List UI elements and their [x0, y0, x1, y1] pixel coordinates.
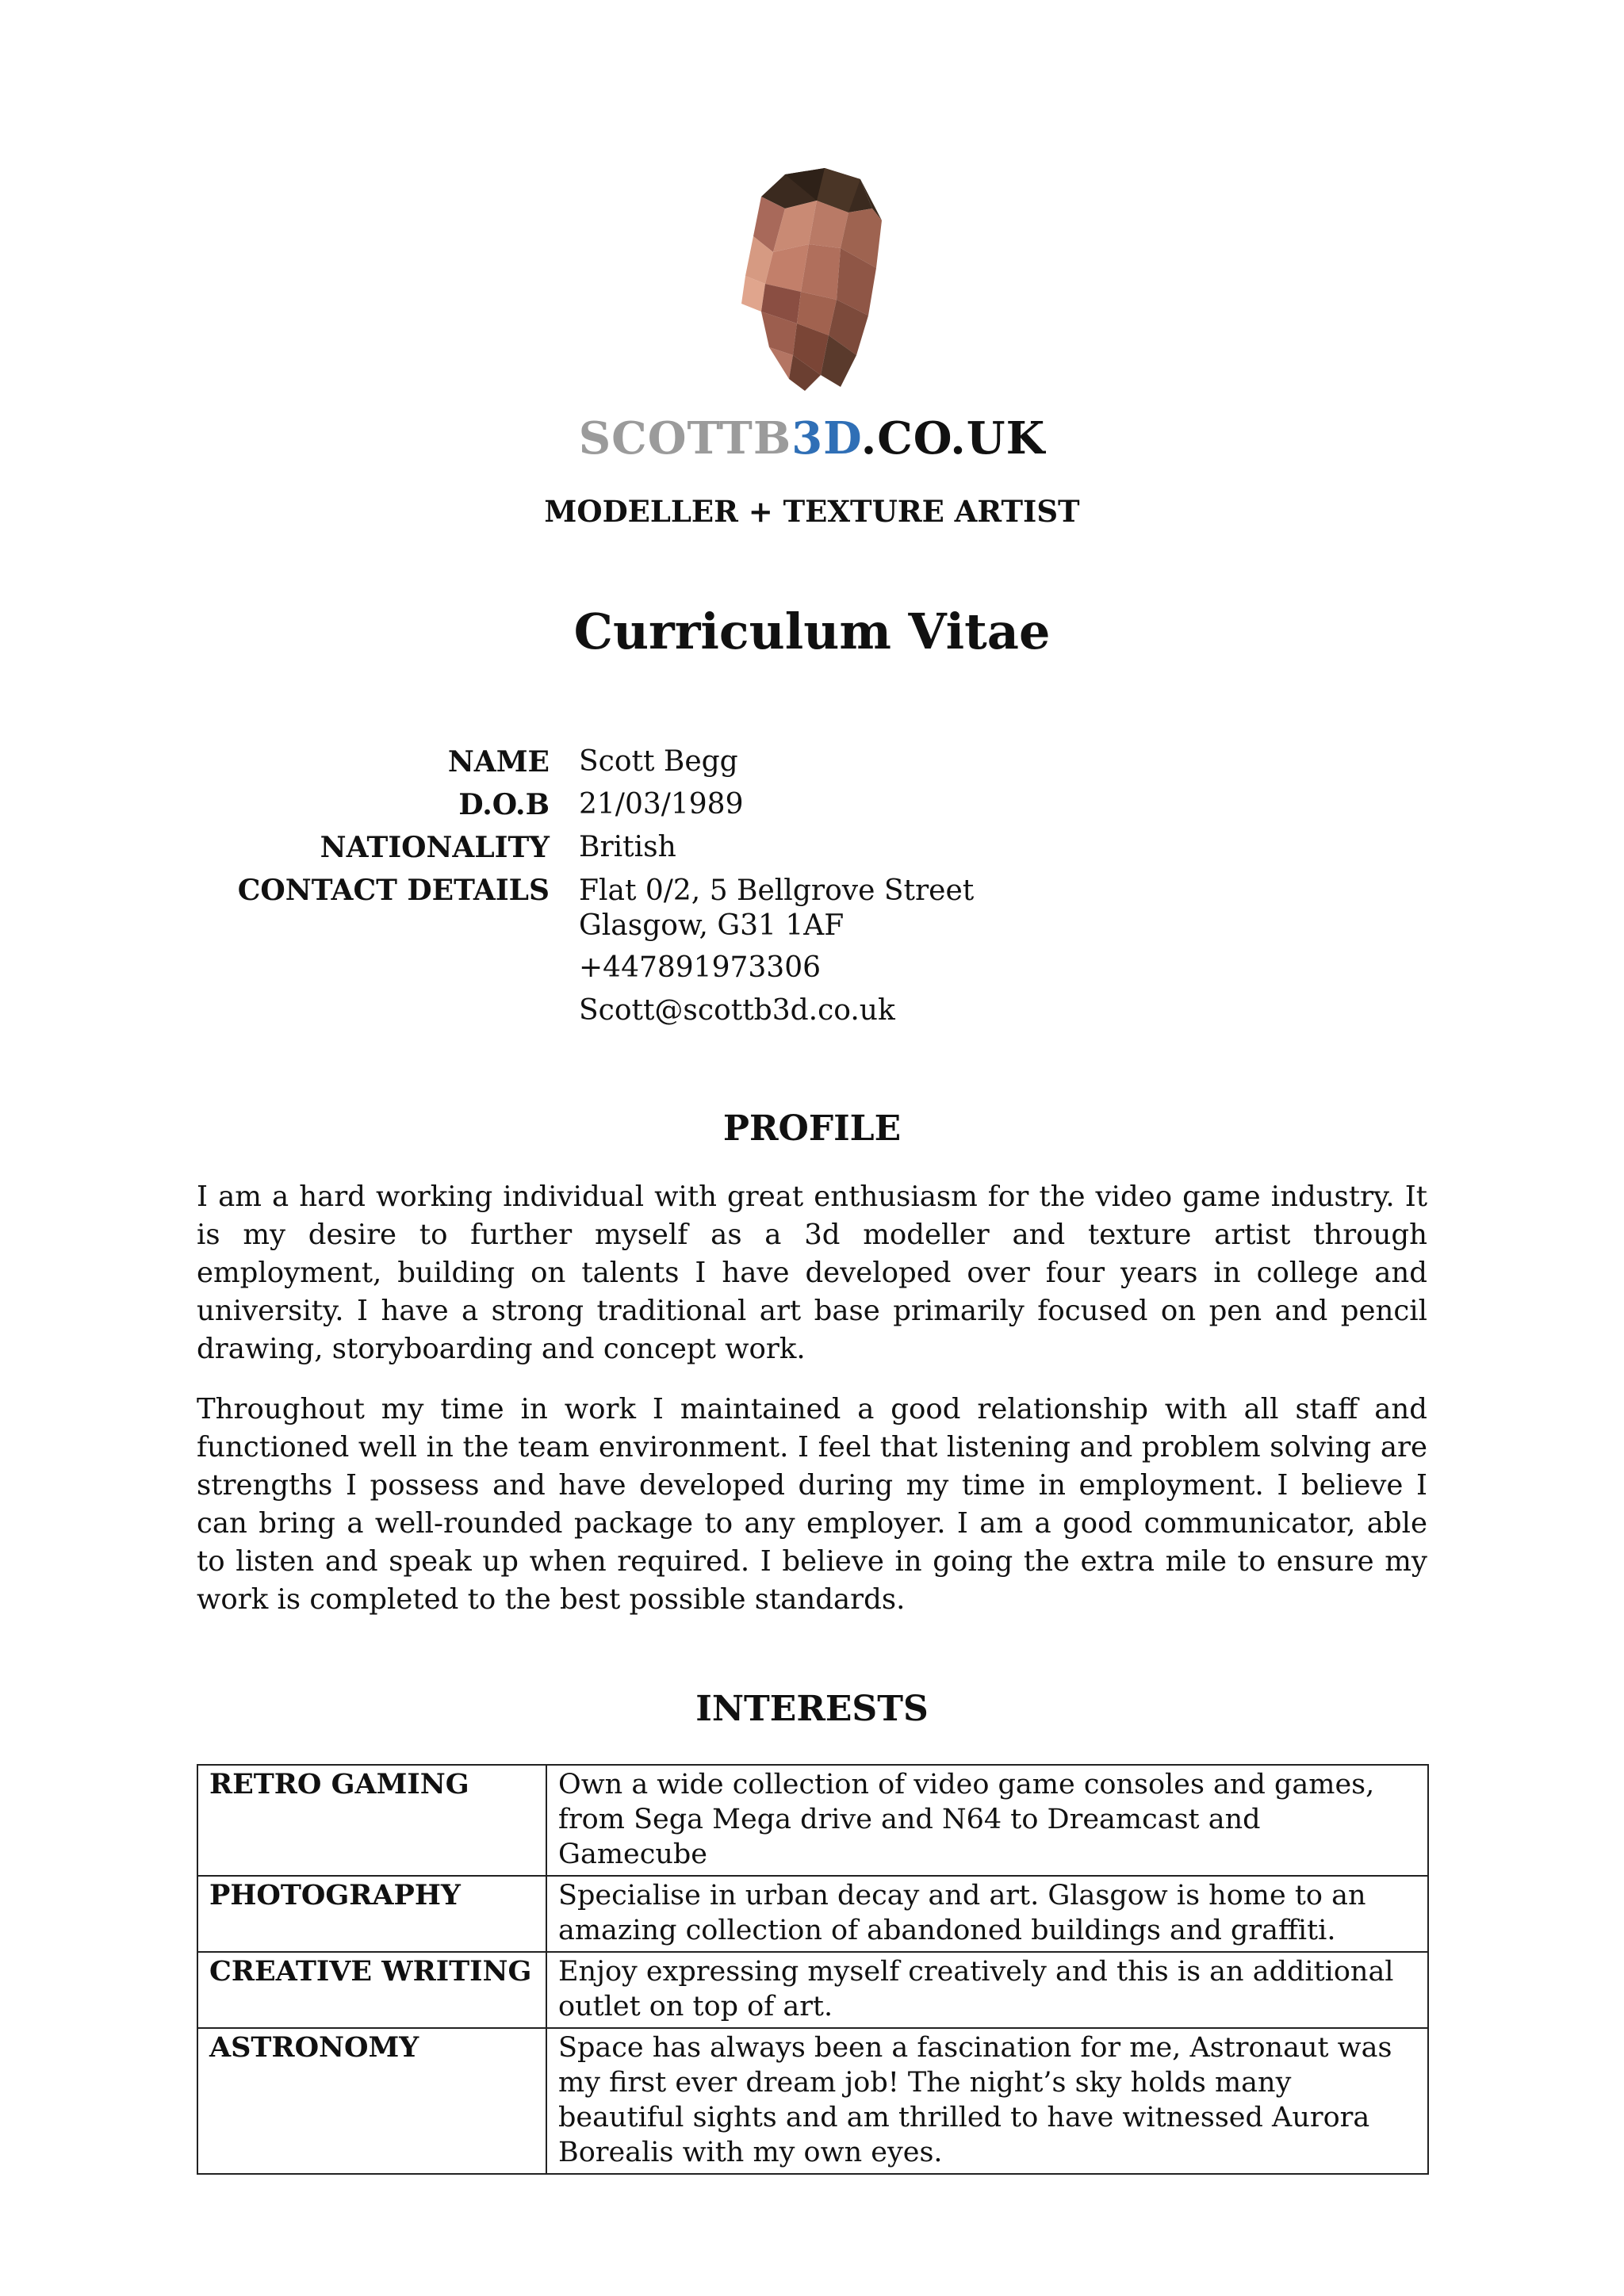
- profile-heading: PROFILE: [722, 1108, 902, 1149]
- table-row: [197, 1952, 1428, 2028]
- interest-description: Enjoy expressing myself creatively and this is an additional outlet on top of art.: [546, 1952, 1428, 2028]
- personal-details: [198, 740, 1467, 1032]
- interest-description: Own a wide collection of video game consoles and games, from Sega Mega drive and N64 to Dreamcast and Gamecube: [546, 1765, 1428, 1876]
- brand-domain-part: .CO.UK: [860, 412, 1046, 465]
- low-poly-portrait-image: [730, 165, 896, 395]
- interest-description: Specialise in urban decay and art. Glasgow is home to an amazing collection of abandoned buildings and graffiti.: [546, 1876, 1428, 1952]
- detail-label: D.O.B: [458, 788, 550, 821]
- detail-row-dob: [198, 783, 1467, 826]
- detail-row-name: [198, 740, 1467, 783]
- interest-name: ASTRONOMY: [197, 2028, 546, 2174]
- table-row: [197, 1876, 1428, 1952]
- interest-name: PHOTOGRAPHY: [197, 1876, 546, 1952]
- interests-table: [197, 1764, 1429, 2175]
- email-address: Scott@scottb3d.co.uk: [579, 994, 895, 1027]
- profile-paragraph-2: Throughout my time in work I maintained a good relationship with all staff and functioned well in the team environment. I feel that listening and problem solving are strengths I possess and have developed during my time in employment. I believe I can bring a well-rounded package to any employer. I am a good communicator, able to listen and speak up when required. I believe in going the extra mile to ensure my work is completed to the best possible standards.: [197, 1393, 1427, 1616]
- detail-value-dob: 21/03/1989: [579, 788, 744, 821]
- address-line-2: Glasgow, G31 1AF: [579, 909, 845, 942]
- profile-section: [197, 1178, 1427, 1641]
- website-brand: [0, 412, 1624, 465]
- interest-description: Space has always been a fascination for me, Astronaut was my first ever dream job! The night’s sky holds many beautiful sights and am thrilled to have witnessed Aurora Borealis with my own eyes.: [546, 2028, 1428, 2174]
- detail-row-nationality: [198, 826, 1467, 869]
- interest-name: RETRO GAMING: [197, 1765, 546, 1876]
- address-line-1: Flat 0/2, 5 Bellgrove Street: [579, 874, 975, 907]
- brand-name-part: SCOTTB: [578, 412, 792, 465]
- interest-name: CREATIVE WRITING: [197, 1952, 546, 2028]
- detail-label: NAME: [447, 745, 550, 779]
- phone-number: +447891973306: [579, 951, 822, 984]
- job-tagline: MODELLER + TEXTURE ARTIST: [544, 494, 1080, 529]
- detail-value-name: Scott Begg: [579, 745, 738, 778]
- table-row: [197, 1765, 1428, 1876]
- page-title: Curriculum Vitae: [573, 603, 1051, 660]
- interests-heading: INTERESTS: [695, 1689, 929, 1729]
- detail-label: NATIONALITY: [320, 831, 550, 864]
- brand-3d-part: 3D: [791, 412, 861, 465]
- detail-value-nationality: British: [579, 831, 676, 863]
- detail-row-contact: [198, 869, 1467, 1032]
- profile-paragraph-1: I am a hard working individual with great enthusiasm for the video game industry. It is my desire to further myself as a 3d modeller and texture artist through employment, building on talents I have developed over four years in college and university. I have a strong traditional art base primarily focused on pen and pencil drawing, storyboarding and concept work.: [197, 1181, 1427, 1365]
- table-row: [197, 2028, 1428, 2174]
- detail-label: CONTACT DETAILS: [237, 874, 550, 907]
